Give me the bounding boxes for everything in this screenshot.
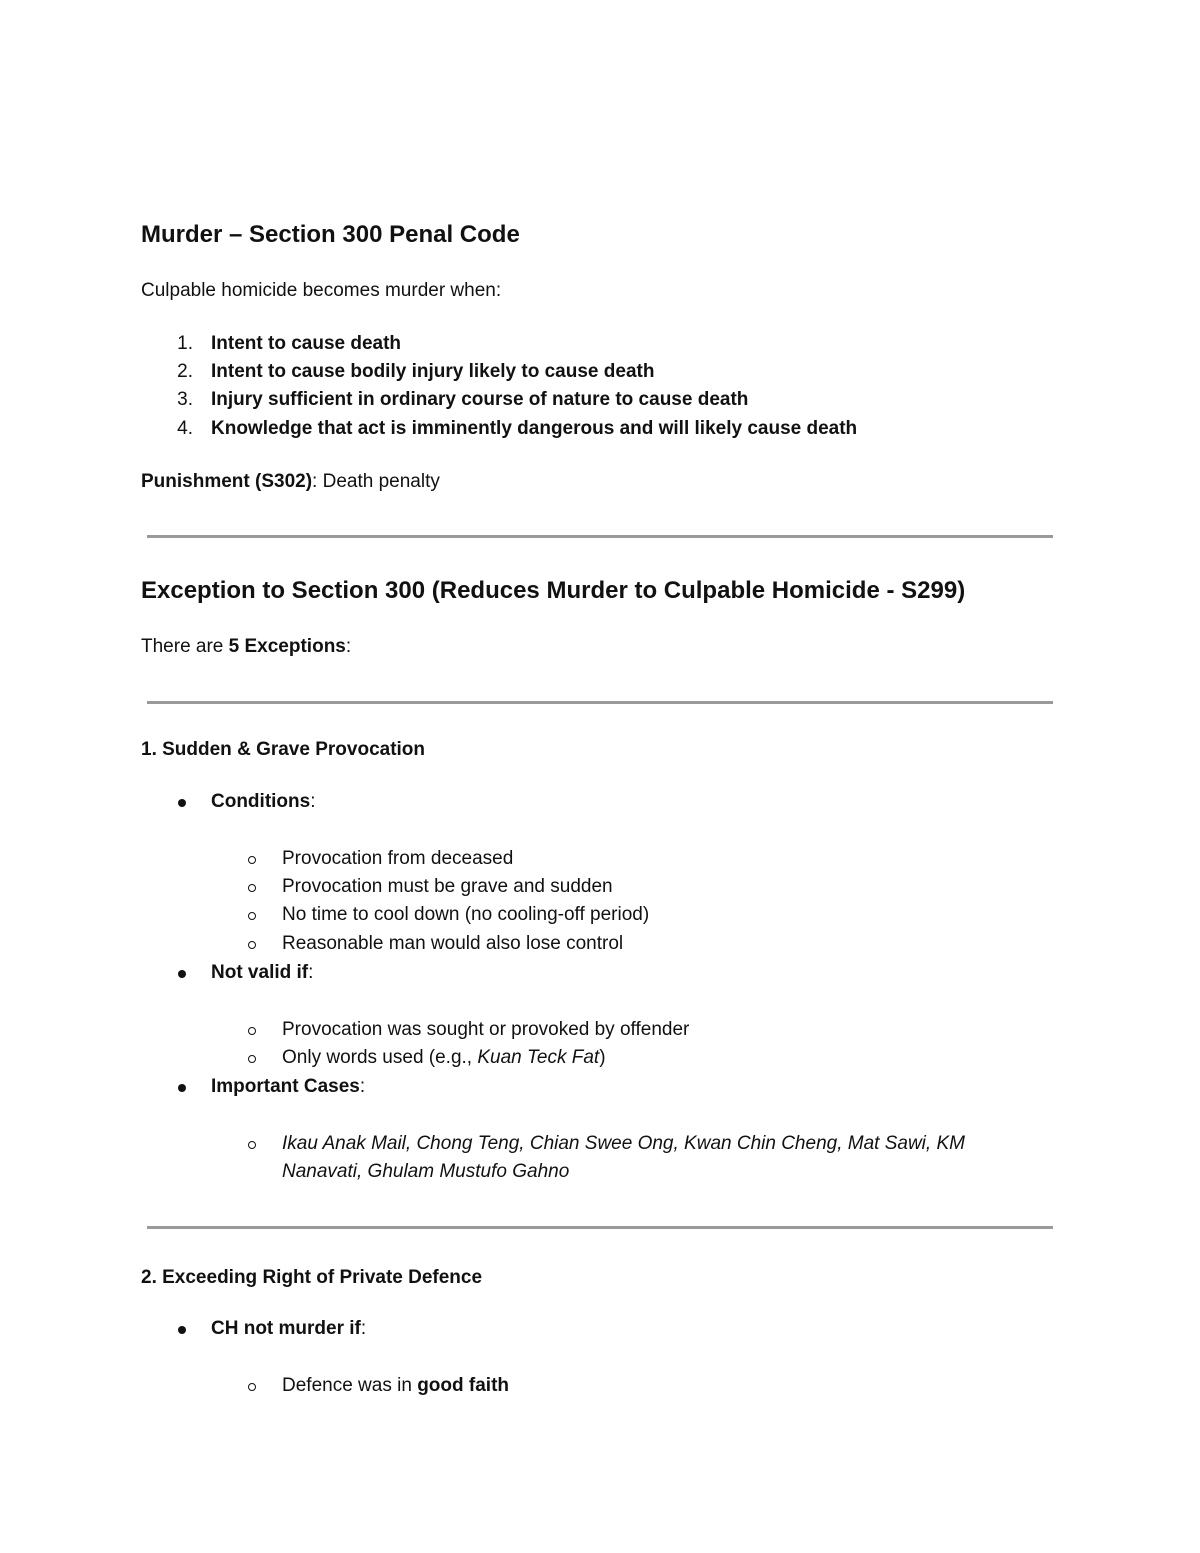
not-valid-item [282, 1047, 606, 1069]
hollow-bullet-icon [248, 856, 256, 864]
cases-line [211, 1076, 365, 1098]
murder-item-1: Intent to cause death [211, 333, 402, 354]
not-valid-item-close: ) [599, 1047, 606, 1068]
list-number: 4. [177, 418, 193, 439]
good-faith-text: Defence was in [282, 1375, 418, 1396]
list-number: 3. [177, 389, 193, 410]
punishment-label: Punishment (S302) [141, 471, 313, 492]
hollow-bullet-icon [248, 1027, 256, 1035]
bullet-icon [178, 1084, 186, 1092]
murder-intro: Culpable homicide becomes murder when: [141, 280, 502, 301]
hollow-bullet-icon [248, 1383, 256, 1391]
case-name: Kuan Teck Fat [477, 1047, 600, 1068]
murder-item-3: Injury sufficient in ordinary course of nature to cause death [211, 389, 749, 410]
bullet-icon [178, 1326, 186, 1334]
hollow-bullet-icon [248, 884, 256, 892]
condition-item: Reasonable man would also lose control [282, 933, 624, 954]
colon: : [359, 1076, 366, 1097]
not-valid-item: Provocation was sought or provoked by offender [282, 1019, 690, 1040]
hollow-bullet-icon [248, 941, 256, 949]
good-faith-bold: good faith [417, 1375, 509, 1396]
not-valid-label: Not valid if [211, 962, 309, 983]
cases-label: Important Cases [211, 1076, 360, 1097]
conditions-line [211, 791, 315, 813]
colon: : [310, 791, 316, 812]
punishment-value: : Death penalty [312, 471, 440, 492]
colon: : [308, 962, 314, 983]
ch-not-murder-label: CH not murder if [211, 1318, 361, 1339]
condition-item: Provocation from deceased [282, 848, 514, 869]
bullet-icon [178, 799, 186, 807]
colon: : [360, 1318, 367, 1339]
horizontal-rule [147, 701, 1053, 704]
not-valid-item-text: Only words used (e.g., [282, 1047, 478, 1068]
exceptions-count: 5 Exceptions [228, 636, 346, 657]
not-valid-line [211, 962, 313, 984]
exceptions-intro-pre: There are [141, 636, 229, 657]
cases-list-line-1: Ikau Anak Mail, Chong Teng, Chian Swee Ong, Kwan Chin Cheng, Mat Sawi, KM [282, 1133, 965, 1154]
exception-1-heading: 1. Sudden & Grave Provocation [141, 739, 426, 760]
list-number: 1. [177, 333, 193, 354]
horizontal-rule [147, 1226, 1053, 1229]
murder-item-2: Intent to cause bodily injury likely to cause death [211, 361, 655, 382]
hollow-bullet-icon [248, 1141, 256, 1149]
murder-item-4: Knowledge that act is imminently dangerous and will likely cause death [211, 418, 858, 439]
ch-not-murder-line [211, 1318, 366, 1340]
exceptions-intro [141, 636, 351, 658]
horizontal-rule [147, 535, 1053, 538]
exceptions-heading: Exception to Section 300 (Reduces Murder to Culpable Homicide - S299) [141, 577, 966, 604]
bullet-icon [178, 970, 186, 978]
exceptions-intro-post: : [345, 636, 352, 657]
good-faith-item [282, 1375, 509, 1397]
conditions-label: Conditions [211, 791, 311, 812]
murder-heading: Murder – Section 300 Penal Code [141, 221, 520, 248]
hollow-bullet-icon [248, 1055, 256, 1063]
exception-2-heading: 2. Exceeding Right of Private Defence [141, 1267, 483, 1288]
list-number: 2. [177, 361, 193, 382]
hollow-bullet-icon [248, 912, 256, 920]
punishment-line [141, 471, 440, 493]
condition-item: Provocation must be grave and sudden [282, 876, 613, 897]
condition-item: No time to cool down (no cooling-off period) [282, 904, 650, 925]
cases-list-line-2: Nanavati, Ghulam Mustufo Gahno [282, 1161, 570, 1182]
